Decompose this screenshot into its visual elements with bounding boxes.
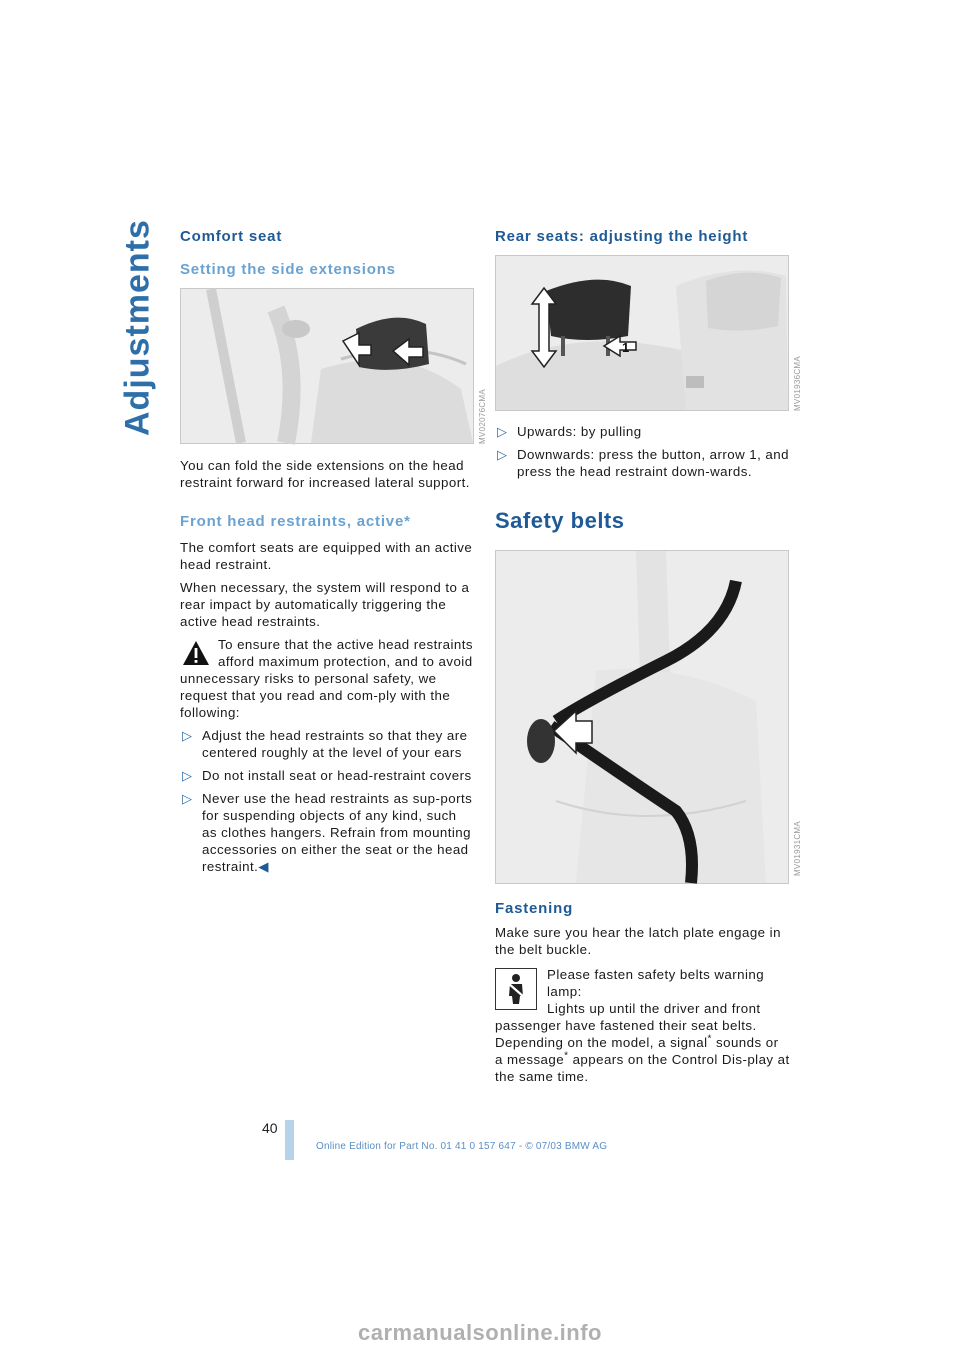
side-extensions-figure — [180, 288, 487, 445]
callout-number: 1 — [622, 340, 630, 355]
list-item: ▷ Downwards: press the button, arrow 1, and press the head restraint down-wards. — [497, 447, 789, 479]
figure-code: MV01931CMA — [793, 821, 802, 877]
side-extensions-subheading: Setting the side extensions — [180, 261, 396, 278]
active-restraint-text: The comfort seats are equipped with an active head restraint. — [180, 540, 473, 572]
safety-belts-heading: Safety belts — [495, 508, 625, 533]
comfort-seat-heading: Comfort seat — [180, 228, 283, 245]
list-item: ▷ Upwards: by pulling — [497, 424, 642, 439]
footer-edition-note: Online Edition for Part No. 01 41 0 157 647 - © 07/03 BMW AG — [316, 1141, 608, 1152]
list-item: ▷ Adjust the head restraints so that they are centered roughly at the level of your ears — [182, 728, 468, 760]
right-column — [495, 228, 802, 1085]
rear-head-restraint-illustration — [496, 256, 788, 410]
figure-code: MV01936CMA — [793, 356, 802, 412]
page-number: 40 — [262, 1120, 278, 1136]
section-end-mark: ◀ — [258, 859, 269, 874]
bullet-arrow-icon: ▷ — [182, 768, 193, 783]
warning-text: To ensure that the active head restraints afford maximum protection, and to avoid unnecessary risks to personal safety, we request that you read and com-ply with the following: — [180, 637, 473, 720]
list-item: ▷ Never use the head restraints as sup-ports for suspending objects of any kind, such as clothes hangers. Refrain from mounting accessories on either the seat or the head restraint.◀ — [182, 791, 473, 874]
height-adjust-list — [495, 423, 790, 480]
safety-belt-figure — [495, 550, 802, 884]
seat-belt-illustration — [496, 551, 788, 883]
rear-impact-text: When necessary, the system will respond to a rear impact by automatically triggering the active head restraints. — [180, 580, 470, 629]
head-restraint-illustration — [181, 289, 473, 443]
warning-triangle-icon — [182, 640, 210, 666]
bullet-arrow-icon: ▷ — [497, 447, 508, 462]
warning-bullet-list — [180, 727, 475, 875]
bullet-arrow-icon: ▷ — [497, 424, 508, 439]
figure-code: MV02076CMA — [478, 389, 487, 445]
warning-block — [180, 636, 475, 721]
belt-lamp-text: Please fasten safety belts warning lamp: Lights up until the driver and front passenger have fastened their seat belts. Depending on the model, a signal* sounds or a message* appears on the Control Dis-play at the same time. — [495, 967, 790, 1084]
belt-lamp-block — [495, 966, 790, 1085]
seat-belt-warning-lamp-icon — [495, 968, 537, 1010]
bullet-arrow-icon: ▷ — [182, 791, 193, 806]
fastening-subheading: Fastening — [495, 900, 574, 917]
bullet-arrow-icon: ▷ — [182, 728, 193, 743]
list-item: ▷ Do not install seat or head-restraint covers — [182, 768, 472, 783]
left-column — [180, 228, 487, 881]
watermark-text: carmanualsonline.info — [358, 1320, 602, 1345]
rear-seats-heading: Rear seats: adjusting the height — [495, 228, 749, 245]
chapter-side-tab: Adjustments — [118, 219, 157, 437]
fastening-text: Make sure you hear the latch plate engage in the belt buckle. — [495, 925, 781, 957]
active-head-restraints-subheading: Front head restraints, active* — [180, 513, 411, 530]
side-extensions-text: You can fold the side extensions on the head restraint forward for increased lateral support. — [180, 458, 470, 490]
page-marker-bar — [285, 1120, 294, 1160]
rear-head-restraint-figure — [495, 255, 802, 412]
